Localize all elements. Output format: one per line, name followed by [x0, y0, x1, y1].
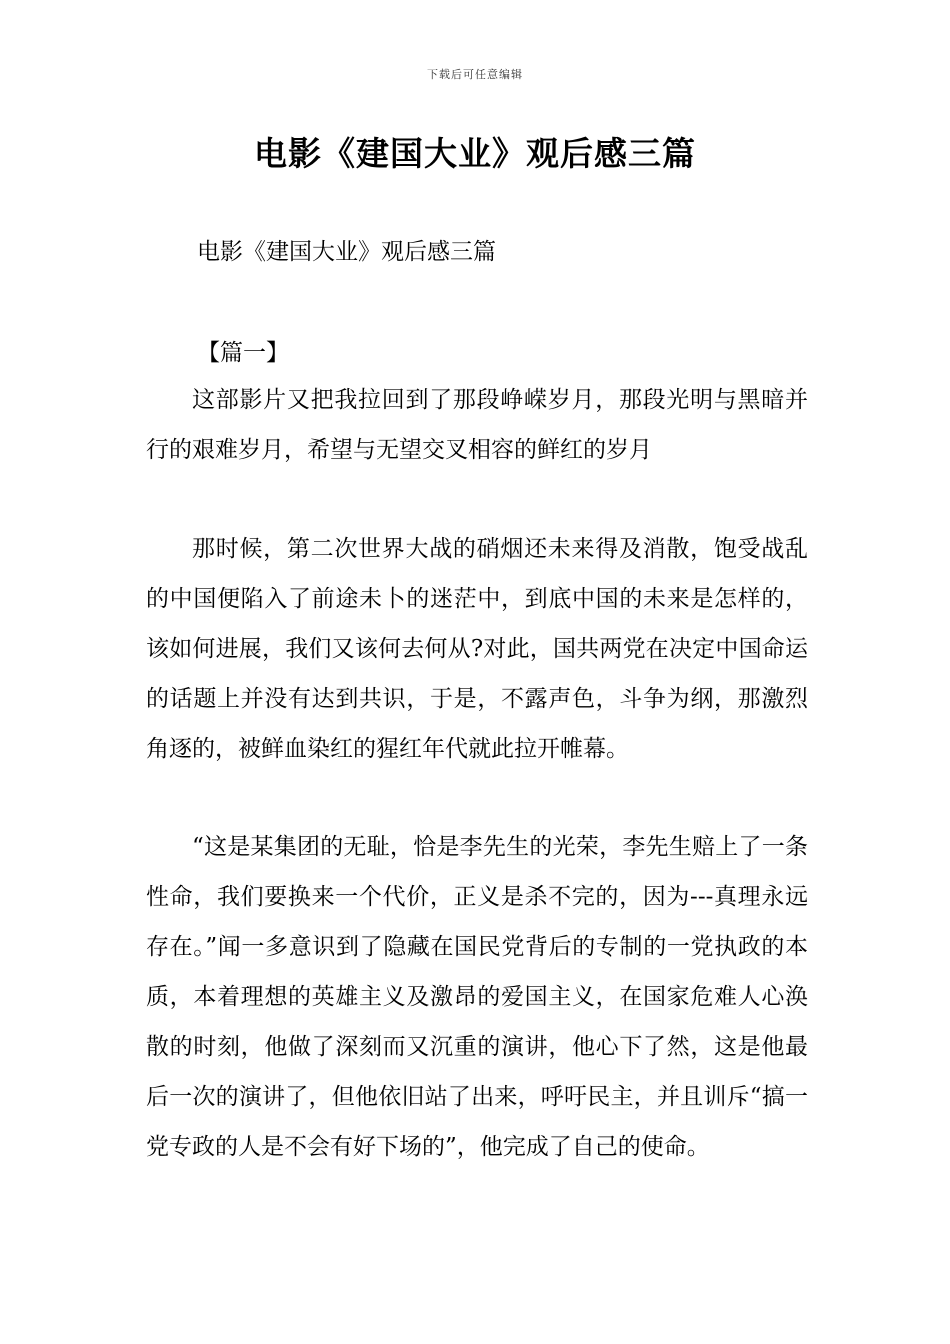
header-note: 下载后可任意编辑: [427, 68, 523, 81]
paragraph: 这部影片又把我拉回到了那段峥嵘岁月，那段光明与黑暗并行的艰难岁月，希望与无望交叉相容的鲜红的岁月: [146, 387, 808, 463]
paragraph: 那时候，第二次世界大战的硝烟还未来得及消散，饱受战乱的中国便陷入了前途未卜的迷茫中，到底中国的未来是怎样的，该如何进展，我们又该何去何从?对此，国共两党在决定中国命运的话题上并没有达到共识，于是，不露声色，斗争为纲，那激烈角逐的，被鲜血染红的猩红年代就此拉开帷幕。: [146, 536, 808, 762]
section-label: 【篇一】: [197, 340, 289, 366]
document-title: 电影《建国大业》观后感三篇: [254, 134, 696, 173]
document-subtitle: 电影《建国大业》观后感三篇: [197, 239, 496, 265]
paragraph: “这是某集团的无耻，恰是李先生的光荣，李先生赔上了一条性命，我们要换来一个代价，正义是杀不完的，因为---真理永远存在。”闻一多意识到了隐藏在国民党背后的专制的一党执政的本质，本着理想的英雄主义及激昂的爱国主义，在国家危难人心涣散的时刻，他做了深刻而又沉重的演讲，他心下了然，这是他最后一次的演讲了，但他依旧站了出来，呼吁民主，并且训斥“搞一党专政的人是不会有好下场的”，他完成了自己的使命。: [146, 834, 808, 1160]
